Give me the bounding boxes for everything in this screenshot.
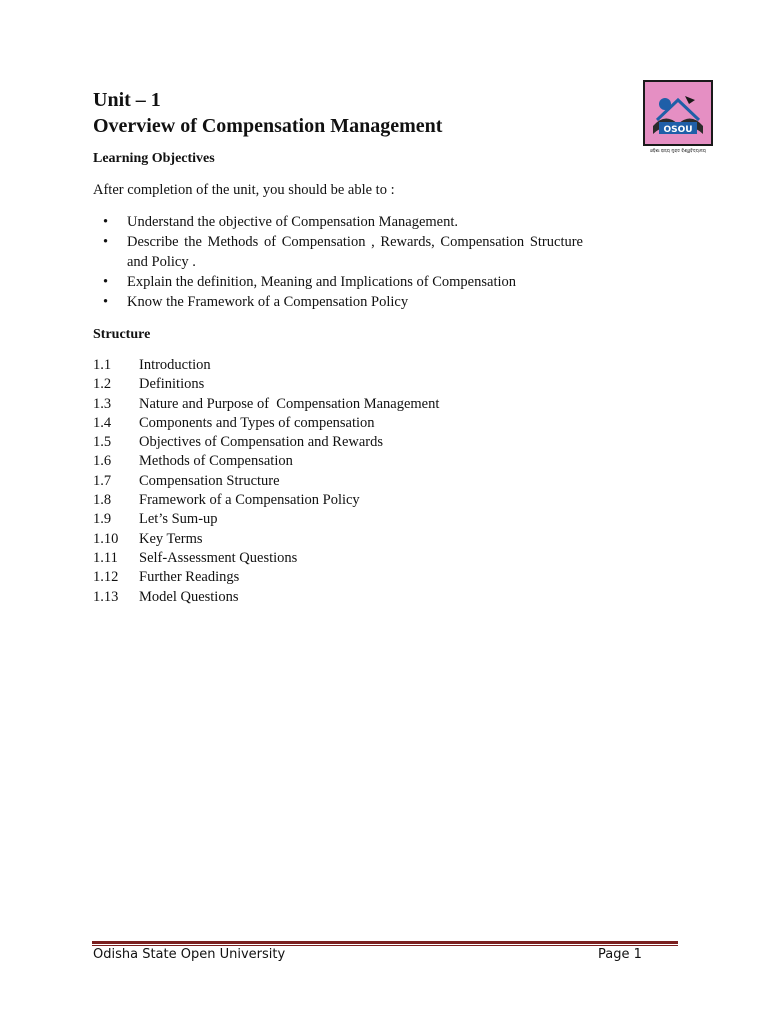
logo-emblem	[643, 80, 713, 146]
structure-item	[93, 549, 439, 568]
unit-subtitle: Overview of Compensation Management	[93, 115, 443, 137]
learning-objectives-heading: Learning Objectives	[93, 151, 215, 166]
structure-item-title: Model Questions	[139, 588, 239, 605]
structure-item-number: 1.10	[93, 530, 119, 547]
structure-item	[93, 395, 439, 414]
objectives-list	[93, 212, 583, 312]
footer-page-number: Page 1	[598, 947, 642, 962]
structure-item-title: Nature and Purpose of Compensation Management	[139, 395, 440, 412]
osou-logo	[643, 80, 713, 160]
structure-item-number: 1.12	[93, 569, 119, 586]
objective-item: • Describe the Methods of Compensation , Rewards, Compensation Structure and Policy .	[93, 232, 583, 272]
structure-item	[93, 414, 439, 433]
structure-item-number: 1.8	[93, 492, 112, 509]
structure-item-number: 1.13	[93, 588, 119, 605]
structure-item-title: Key Terms	[139, 530, 203, 547]
structure-item	[93, 588, 439, 607]
structure-item-title: Further Readings	[139, 569, 240, 586]
structure-item-number: 1.3	[93, 395, 112, 412]
structure-item-title: Objectives of Compensation and Rewards	[139, 434, 384, 451]
structure-item	[93, 375, 439, 394]
footer-divider-thin	[92, 945, 678, 946]
structure-item	[93, 356, 439, 375]
structure-item-title: Definitions	[139, 376, 205, 393]
footer-divider	[92, 941, 678, 944]
structure-item	[93, 433, 439, 452]
objective-item: • Know the Framework of a Compensation Policy	[93, 292, 583, 312]
structure-item-title: Self-Assessment Questions	[139, 549, 298, 566]
structure-item	[93, 568, 439, 587]
structure-item-number: 1.2	[93, 376, 112, 393]
objective-item: • Understand the objective of Compensation Management.	[93, 212, 583, 232]
structure-item	[93, 472, 439, 491]
objective-item: • Explain the definition, Meaning and Implications of Compensation	[93, 272, 583, 292]
logo-text: OSOU	[663, 125, 693, 135]
structure-item-number: 1.1	[93, 357, 112, 373]
objectives-intro: After completion of the unit, you should be able to :	[93, 182, 395, 198]
structure-item-title: Let’s Sum-up	[139, 511, 218, 528]
structure-item	[93, 491, 439, 510]
structure-list	[93, 356, 439, 607]
structure-item-number: 1.7	[93, 472, 112, 489]
osou-logo-icon	[645, 82, 711, 144]
structure-item-number: 1.11	[93, 549, 118, 566]
structure-item-title: Compensation Structure	[139, 472, 280, 489]
structure-item-number: 1.5	[93, 434, 112, 451]
footer-university-name: Odisha State Open University	[93, 947, 286, 962]
structure-item-number: 1.6	[93, 453, 112, 470]
structure-heading: Structure	[93, 327, 151, 342]
structure-item	[93, 510, 439, 529]
unit-title: Unit – 1	[93, 89, 161, 111]
structure-item-number: 1.9	[93, 511, 112, 528]
structure-item-title: Framework of a Compensation Policy	[139, 492, 360, 509]
structure-item-number: 1.4	[93, 414, 112, 431]
logo-caption: ଓଡ଼ିଶା ରାଜ୍ୟ ମୁକ୍ତ ବିଶ୍ୱବିଦ୍ୟାଳୟ	[649, 148, 707, 153]
structure-item	[93, 452, 439, 471]
structure-item-title: Methods of Compensation	[139, 453, 293, 470]
structure-item	[93, 530, 439, 549]
structure-item-title: Introduction	[139, 357, 211, 373]
structure-item-title: Components and Types of compensation	[139, 414, 375, 431]
